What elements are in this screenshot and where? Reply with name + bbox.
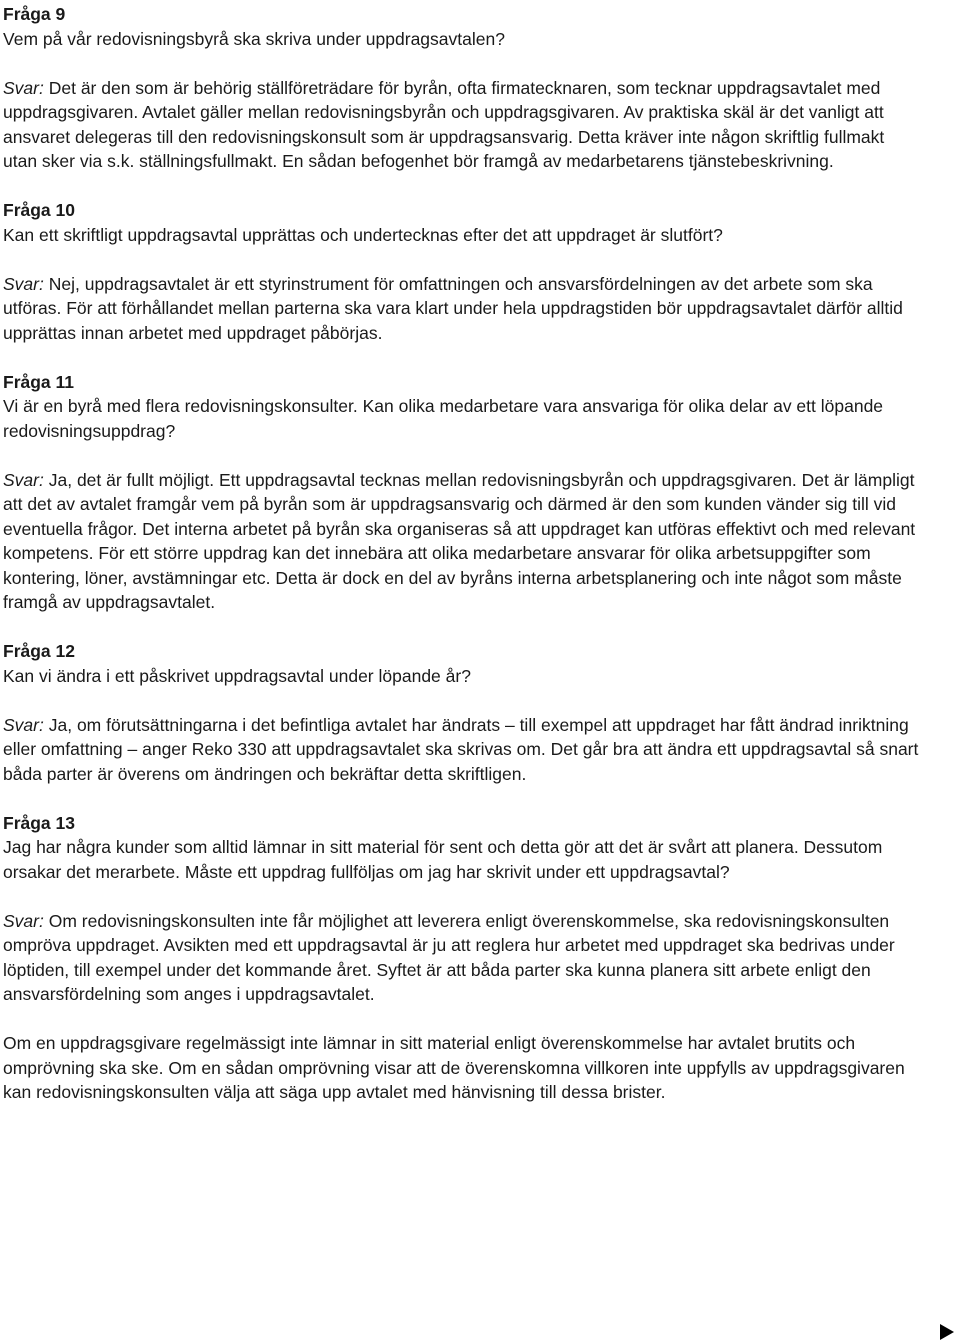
triangle-right-icon[interactable] bbox=[940, 1324, 954, 1340]
question-text: Jag har några kunder som alltid lämnar in sitt material för sent och detta gör att det är svårt att planera. Dessutom orsakar det merarbete. Måste ett uppdrag fullföljas om jag har skrivit under ett uppdragsavtal? bbox=[3, 837, 883, 882]
answer-paragraph bbox=[3, 713, 923, 787]
question-text: Kan ett skriftligt uppdragsavtal upprättas och undertecknas efter det att uppdraget är slutfört? bbox=[3, 224, 723, 245]
document-body bbox=[3, 2, 923, 1129]
answer-label: Svar: bbox=[3, 77, 44, 98]
question-text: Vi är en byrå med flera redovisningskonsulter. Kan olika medarbetare vara ansvariga för olika delar av ett löpande redovisningsuppdrag? bbox=[3, 396, 884, 441]
answer-paragraph bbox=[3, 909, 923, 1007]
question-title: Fråga 13 bbox=[3, 812, 75, 833]
answer-label: Svar: bbox=[3, 714, 44, 735]
question-9 bbox=[3, 2, 923, 174]
question-12 bbox=[3, 639, 923, 786]
answer-paragraph bbox=[3, 76, 923, 174]
answer-continuation: Om en uppdragsgivare regelmässigt inte lämnar in sitt material enligt överenskommelse har avtalet brutits och omprövning ska ske. Om en sådan omprövning visar att de överenskomna villkoren inte uppfylls av uppdragsgivaren kan redovisningskonsulten välja att säga upp avtalet med hänvisning till dessa brister. bbox=[3, 1033, 905, 1102]
answer-paragraph bbox=[3, 468, 923, 615]
question-title: Fråga 12 bbox=[3, 641, 75, 661]
answer-text: Om redovisningskonsulten inte får möjlighet att leverera enligt överenskommelse, ska redovisningskonsulten ompröva uppdraget. Avsikten med ett uppdragsavtal är ju att reglera hur arbetet med uppdraget ska bedrivas under löptiden, till exempel under det kommande året. Syftet är att båda parter ska kunna planera sitt arbete enligt den ansvarsfördelning som anges i uppdragsavtalet. bbox=[3, 910, 895, 1004]
answer-text: Det är den som är behörig ställföreträdare för byrån, ofta firmatecknaren, som tecknar uppdragsavtalet med uppdragsgivaren. Avtalet gäller mellan redovisningsbyrån och uppdragsgivaren. Av praktiska skäl är det vanligt att ansvaret delegeras till den redovisningskonsult som är uppdragsansvarig. Detta kräver inte någon skriftlig fullmakt utan sker via s.k. ställningsfullmakt. En sådan befogenhet bör framgå av medarbetarens tjänstebeskrivning. bbox=[3, 77, 885, 171]
answer-label: Svar: bbox=[3, 469, 44, 490]
question-title: Fråga 11 bbox=[3, 371, 75, 392]
question-11 bbox=[3, 370, 923, 615]
question-title: Fråga 10 bbox=[3, 200, 75, 220]
question-13 bbox=[3, 811, 923, 1105]
answer-text: Ja, det är fullt möjligt. Ett uppdragsavtal tecknas mellan redovisningsbyrån och uppdragsgivaren. Det är lämpligt att det av avtalet framgår vem på byrån som är uppdragsansvarig och därmed är den som kunden vänder sig till vid eventuella frågor. Det interna arbetet på byrån ska organiseras så att uppdraget kan utföras effektivt och med relevant kompetens. För ett större uppdrag kan det innebära att olika medarbetare ansvarar för olika arbetsuppgifter som kontering, löner, avstämningar etc. Detta är dock en del av byråns interna arbetsplanering och inte något som måste framgå av uppdragsavtalet. bbox=[3, 469, 916, 612]
question-10 bbox=[3, 198, 923, 345]
answer-label: Svar: bbox=[3, 910, 44, 931]
answer-text: Ja, om förutsättningarna i det befintliga avtalet har ändrats – till exempel att uppdraget har fått ändrad inriktning eller omfattning – anger Reko 330 att uppdragsavtalet ska skrivas om. Det går bra att ändra ett uppdragsavtal så snart båda parter är överens om ändringen och bekräftar detta skriftligen. bbox=[3, 714, 919, 784]
question-text: Kan vi ändra i ett påskrivet uppdragsavtal under löpande år? bbox=[3, 665, 471, 686]
question-title: Fråga 9 bbox=[3, 4, 66, 24]
answer-text: Nej, uppdragsavtalet är ett styrinstrument för omfattningen och ansvarsfördelningen av det arbete som ska utföras. För att förhållandet mellan parterna ska vara klart under hela uppdragstiden bör uppdragsavtalet därför alltid upprättas innan arbetet med uppdraget påbörjas. bbox=[3, 273, 903, 343]
answer-paragraph bbox=[3, 272, 923, 346]
answer-label: Svar: bbox=[3, 273, 44, 294]
question-text: Vem på vår redovisningsbyrå ska skriva under uppdragsavtalen? bbox=[3, 28, 505, 49]
